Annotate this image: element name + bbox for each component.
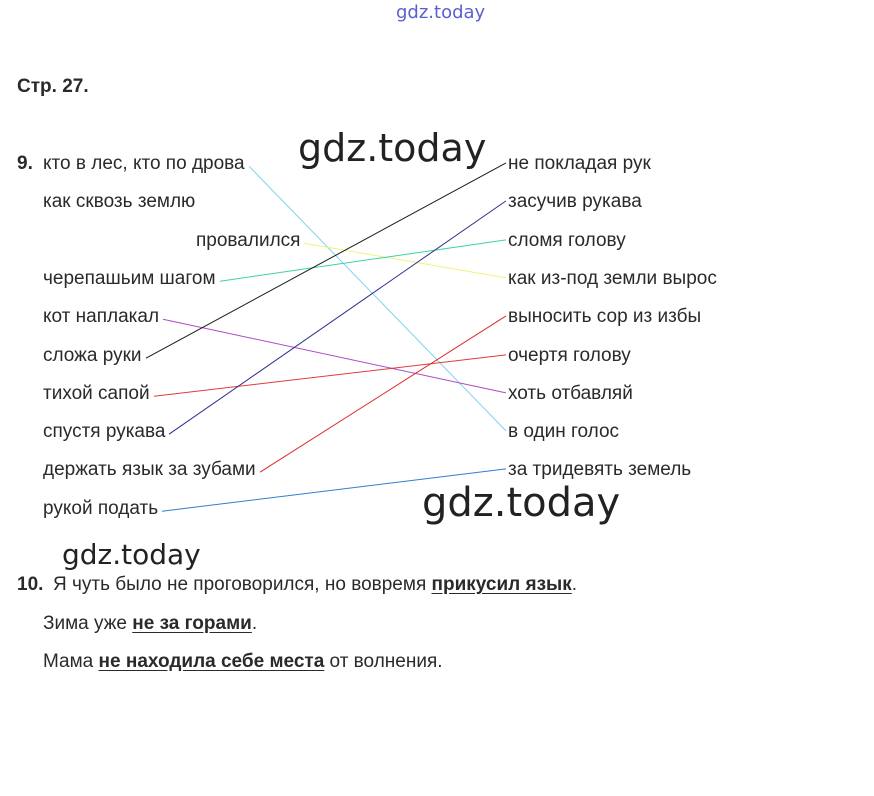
exercise-9-number: 9. xyxy=(17,153,33,174)
left-phrase-6: сложа руки xyxy=(43,345,142,366)
left-phrase-3: провалился xyxy=(196,230,301,251)
match-line-6 xyxy=(154,355,506,396)
watermark-1: gdz.today xyxy=(298,126,487,170)
right-phrase-2: засучив рукава xyxy=(508,191,642,212)
sentence-1-before: Я чуть было не проговорился, но вовремя xyxy=(53,574,432,595)
left-phrase-7: тихой сапой xyxy=(43,383,150,404)
match-line-5 xyxy=(146,163,506,358)
left-phrase-2: как сквозь землю xyxy=(43,191,196,212)
match-line-8 xyxy=(260,316,506,472)
sentence-2 xyxy=(43,613,257,635)
sentence-2-idiom: не за горами xyxy=(132,613,252,634)
left-phrase-8: спустя рукава xyxy=(43,421,166,442)
left-phrase-4: черепашьим шагом xyxy=(43,268,216,289)
sentence-3 xyxy=(43,651,443,673)
watermark-top: gdz.today xyxy=(396,2,486,23)
right-phrase-1: не покладая рук xyxy=(508,153,651,174)
sentence-2-before: Зима уже xyxy=(43,613,133,634)
sentence-2-after: . xyxy=(251,613,258,634)
page-label: Стр. 27. xyxy=(17,76,89,97)
sentence-3-before: Мама xyxy=(43,651,99,672)
watermark-2: gdz.today xyxy=(422,480,621,526)
match-line-4 xyxy=(163,319,506,393)
watermark-3: gdz.today xyxy=(62,538,201,571)
right-phrase-6: очертя голову xyxy=(508,345,631,366)
match-line-1 xyxy=(249,166,506,431)
left-phrase-1: кто в лес, кто по дрова xyxy=(43,153,245,174)
right-phrase-4: как из-под земли вырос xyxy=(508,268,717,289)
sentence-3-idiom: не находила себе места xyxy=(98,651,325,672)
left-phrase-9: держать язык за зубами xyxy=(43,459,256,480)
sentence-3-after: от волнения. xyxy=(324,651,443,672)
sentence-1-after: . xyxy=(571,574,578,595)
right-phrase-5: выносить сор из избы xyxy=(508,306,702,327)
sentence-1 xyxy=(53,574,577,596)
sentence-1-idiom: прикусил язык xyxy=(431,574,572,595)
right-phrase-9: за тридевять земель xyxy=(508,459,692,480)
exercise-10-number: 10. xyxy=(17,574,44,595)
right-phrase-8: в один голос xyxy=(508,421,620,442)
match-line-2 xyxy=(304,243,506,278)
right-phrase-7: хоть отбавляй xyxy=(508,383,633,404)
right-phrase-3: сломя голову xyxy=(508,230,626,251)
left-phrase-10: рукой подать xyxy=(43,498,159,519)
left-phrase-5: кот наплакал xyxy=(43,306,160,327)
